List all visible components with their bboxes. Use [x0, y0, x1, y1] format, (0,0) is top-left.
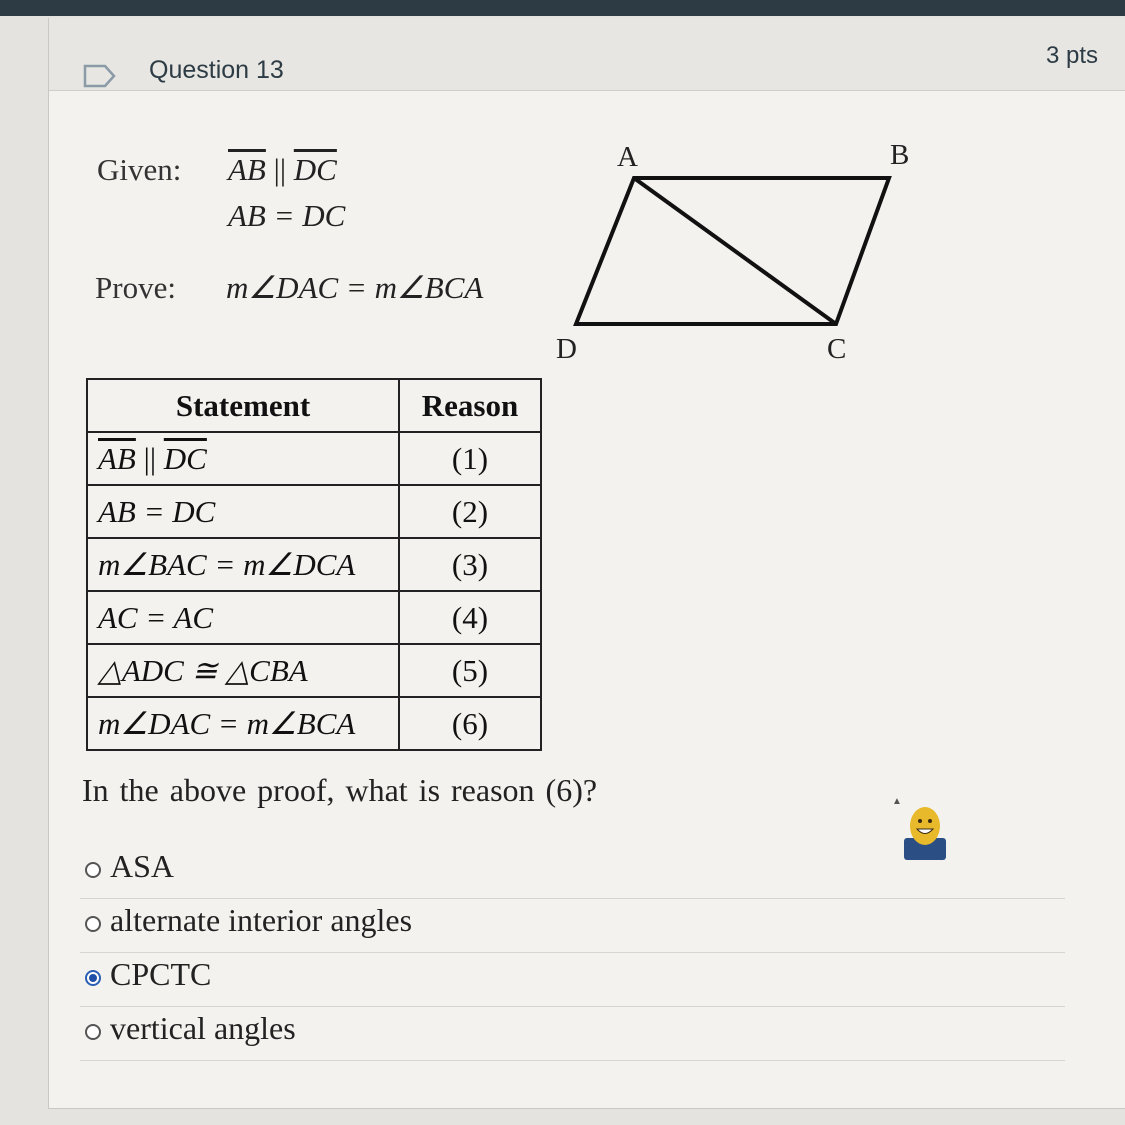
question-prompt: In the above proof, what is reason (6)?	[82, 772, 598, 808]
vertex-c-label: C	[827, 333, 847, 365]
answer-label[interactable]: ASA	[110, 848, 175, 884]
vertex-b-label: B	[890, 139, 910, 171]
reason-header: Reason	[399, 379, 541, 432]
statement-cell	[87, 432, 399, 485]
diagonal-ac	[634, 178, 836, 324]
proof-table	[86, 378, 542, 751]
reason-cell: (2)	[399, 485, 541, 538]
reason-cell: (3)	[399, 538, 541, 591]
radio-button[interactable]	[85, 1024, 101, 1040]
table-row	[87, 591, 541, 644]
reason-cell: (5)	[399, 644, 541, 697]
vertex-d-label: D	[556, 333, 577, 365]
top-bar	[0, 0, 1125, 16]
statement-cell: AC = AC	[87, 591, 399, 644]
parallelogram-figure	[548, 136, 948, 376]
statement-cell: m∠DAC = m∠BCA	[87, 697, 399, 750]
question-header	[49, 18, 1125, 91]
prove-label: Prove:	[95, 270, 176, 305]
given-label: Given:	[97, 152, 182, 187]
table-row	[87, 432, 541, 485]
given-parallel	[228, 152, 337, 188]
statement-cell: △ADC ≅ △CBA	[87, 644, 399, 697]
radio-button[interactable]	[85, 916, 101, 932]
statement-cell: m∠BAC = m∠DCA	[87, 538, 399, 591]
flag-icon[interactable]	[83, 64, 117, 88]
sticker-icon	[902, 804, 948, 862]
parallel-symbol: ||	[135, 440, 164, 476]
segment-dc: $\overline{DC}$	[163, 440, 207, 476]
given-equal: AB = DC	[228, 198, 346, 233]
segment-ab: $\overline{AB}$	[98, 440, 136, 476]
reason-cell: (1)	[399, 432, 541, 485]
question-points: 3 pts	[1045, 42, 1098, 69]
segment-ab: $\overline{AB}$	[228, 152, 266, 187]
answer-option-cpctc[interactable]	[80, 952, 1065, 1007]
table-row	[87, 485, 541, 538]
table-row	[87, 644, 541, 697]
radio-button-selected[interactable]	[85, 970, 101, 986]
answer-label[interactable]: vertical angles	[110, 1010, 296, 1046]
cursor-icon: ▲	[892, 796, 902, 807]
question-title: Question 13	[149, 56, 284, 84]
answer-option-alternate-interior-angles[interactable]	[80, 898, 1065, 953]
vertex-a-label: A	[617, 141, 638, 173]
answer-option-vertical-angles[interactable]	[80, 1006, 1065, 1061]
parallel-symbol: ||	[265, 152, 294, 187]
reason-cell: (4)	[399, 591, 541, 644]
table-row	[87, 697, 541, 750]
prove-statement: m∠DAC = m∠BCA	[226, 270, 484, 305]
table-header-row	[87, 379, 541, 432]
table-row	[87, 538, 541, 591]
statement-cell: AB = DC	[87, 485, 399, 538]
reason-cell: (6)	[399, 697, 541, 750]
radio-button[interactable]	[85, 862, 101, 878]
segment-dc: $\overline{DC}$	[293, 152, 337, 187]
statement-header: Statement	[87, 379, 399, 432]
answer-label[interactable]: alternate interior angles	[110, 902, 413, 938]
answer-label[interactable]: CPCTC	[110, 956, 212, 992]
